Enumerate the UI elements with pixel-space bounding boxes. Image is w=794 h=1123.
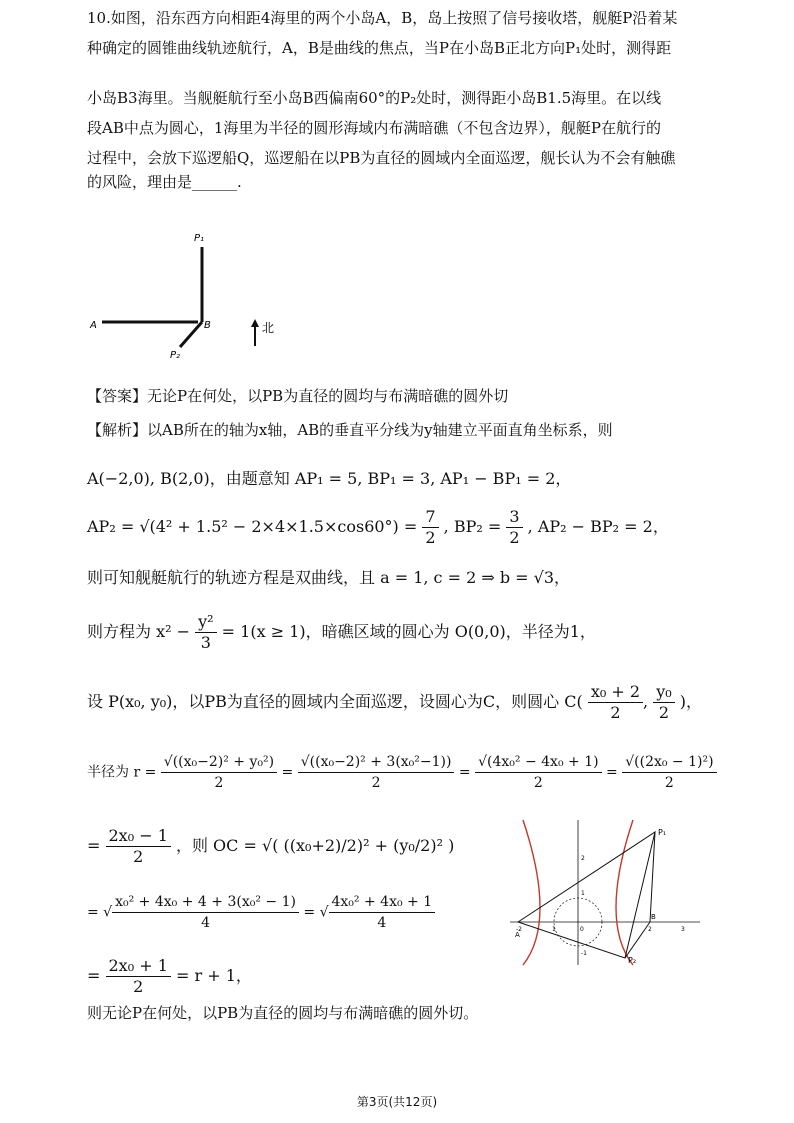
segment-b-p2 <box>625 922 650 958</box>
eq4-right: = 1(x ≥ 1)，暗礁区域的圆心为 O(0,0)，半径为1， <box>221 622 596 641</box>
eq8-frac-1: $\frac{\text{x₀² + 4x₀ + 4 + 3(x₀² − 1)}}{4}$ <box>112 892 299 933</box>
eq2-right: , AP₂ − BP₂ = 2， <box>527 517 669 536</box>
eq7-right: ，则 OC = √( ((x₀+2)/2)² + (y₀/2)² ) <box>175 836 455 855</box>
eq2-frac-2: $\frac{3}{2}$ <box>506 507 522 548</box>
equation-2 <box>87 507 669 548</box>
north-arrow-head <box>251 319 259 327</box>
fig2-label-p2: P₂ <box>628 956 637 965</box>
eq2-mid: , BP₂ = <box>443 517 502 536</box>
fig2-label-a: A <box>515 931 520 939</box>
fig2-label-b: B <box>651 913 656 921</box>
fig2-tick-x1: 1 <box>552 926 556 933</box>
eq5-left: 设 P(x₀, y₀)，以PB为直径的圆域内全面巡逻，设圆心为C，则圆心 C( <box>87 692 583 711</box>
label-p1: P₁ <box>194 233 205 244</box>
eq9-frac: $\frac{\text{2x₀ + 1}}{2}$ <box>106 956 171 997</box>
equation-9: = $\frac{\text{2x₀ + 1}}{2}$ = r + 1， <box>87 956 252 996</box>
fig2-tick-y2: 2 <box>581 855 585 862</box>
problem-line-3: 小岛B3海里。当舰艇航行至小岛B西偏南60°的P₂处时，测得距小岛B1.5海里。在以线 <box>87 89 662 107</box>
eq9-right: = r + 1， <box>175 966 252 985</box>
eq6-frac-1: $\frac{\text{√((x₀−2)² + y₀²)}}{2}$ <box>161 752 277 793</box>
problem-line-4: 段AB中点为圆心，1海里为半径的圆形海域内布满暗礁（不包含边界），舰艇P在航行的 <box>87 119 661 137</box>
fig2-tick-x3: 3 <box>681 926 685 933</box>
conclusion-line: 则无论P在何处，以PB为直径的圆均与布满暗礁的圆外切。 <box>87 1004 479 1022</box>
eq7-frac: $\frac{\text{2x₀ − 1}}{2}$ <box>106 826 171 867</box>
eq4-left: 则方程为 x² − <box>87 622 191 641</box>
eq6-frac-3: $\frac{\text{√(4x₀² − 4x₀ + 1)}}{2}$ <box>475 752 601 793</box>
segment-bp2 <box>180 322 202 347</box>
eq4-frac: $\frac{\text{y²}}{3}$ <box>195 612 216 653</box>
equation-5: 设 P(x₀, y₀)，以PB为直径的圆域内全面巡逻，设圆心为C，则圆心 C( $\frac{\text{x₀ + 2}}{2}$ , $\frac{\text{y₀}}{2}$ )， <box>87 682 703 722</box>
label-p2: P₂ <box>170 350 181 361</box>
eq2-frac-1: $\frac{7}{2}$ <box>422 507 438 548</box>
equation-3: 则可知舰艇航行的轨迹方程是双曲线，且 a = 1, c = 2 ⇒ b = √3， <box>87 568 571 587</box>
equation-4 <box>87 612 596 653</box>
figure-1-diagram <box>80 225 300 365</box>
hyperbola-right-branch <box>616 820 633 965</box>
equation-1: A(−2,0), B(2,0)，由题意知 AP₁ = 5, BP₁ = 3, AP₁ − BP₁ = 2， <box>87 469 572 488</box>
fig2-tick-xm2: -2 <box>516 926 522 933</box>
eq6-frac-2: $\frac{\text{√((x₀−2)² + 3(x₀²−1))}}{2}$ <box>298 752 455 793</box>
problem-line-6: 的风险，理由是______. <box>87 173 242 191</box>
problem-line-2: 种确定的圆锥曲线轨迹航行，A，B是曲线的焦点，当P在小岛B正北方向P₁处时，测得距 <box>87 39 672 57</box>
problem-line-1: 10.如图，沿东西方向相距4海里的两个小岛A，B，岛上按照了信号接收塔，舰艇P沿着某 <box>87 9 678 27</box>
fig2-tick-y1: 1 <box>581 890 585 897</box>
eq2-left: AP₂ = √(4² + 1.5² − 2×4×1.5×cos60°) = <box>87 517 418 536</box>
analysis-intro: 【解析】以AB所在的轴为x轴，AB的垂直平分线为y轴建立平面直角坐标系，则 <box>87 421 613 439</box>
equation-6: 半径为 r = $\frac{\text{√((x₀−2)² + y₀²)}}{2}$ = $\frac{\text{√((x₀−2)² + 3(x₀²−1))}}{2}$ = $\frac{\text{√(4x₀² − 4x₀ + 1)}}{2}$ = $\frac{\text{√((2x₀ − 1)²)}}{2}$ <box>87 752 717 793</box>
north-label: 北 <box>262 321 275 335</box>
figure-2-diagram <box>505 815 705 970</box>
fig2-tick-0: 0 <box>580 926 584 933</box>
problem-line-5: 过程中，会放下巡逻船Q，巡逻船在以PB为直径的圆域内全面巡逻，舰长认为不会有触礁 <box>87 149 676 167</box>
label-b: B <box>204 320 211 331</box>
fig2-tick-x2: 2 <box>648 926 652 933</box>
hyperbola-left-branch <box>523 820 540 965</box>
eq5-right: )， <box>679 692 703 711</box>
eq8-frac-2: $\frac{\text{4x₀² + 4x₀ + 1}}{4}$ <box>329 892 436 933</box>
page-footer: 第3页(共12页) <box>356 1095 438 1109</box>
label-a: A <box>90 320 97 331</box>
answer-line: 【答案】无论P在何处，以PB为直径的圆均与布满暗礁的圆外切 <box>87 387 509 405</box>
eq5-frac-2: $\frac{\text{y₀}}{2}$ <box>653 682 674 723</box>
eq5-frac-1: $\frac{\text{x₀ + 2}}{2}$ <box>588 682 643 723</box>
triangle-a-p1-p2 <box>518 832 655 958</box>
fig2-label-p1: P₁ <box>658 828 667 837</box>
eq6-left: 半径为 r = <box>87 764 157 781</box>
fig2-tick-ym1: -1 <box>581 950 587 957</box>
equation-7: = $\frac{\text{2x₀ − 1}}{2}$ ，则 OC = √( ((x₀+2)/2)² + (y₀/2)² ) <box>87 826 455 866</box>
segment-b-p1 <box>650 832 655 922</box>
equation-8: = √ $\frac{\text{x₀² + 4x₀ + 4 + 3(x₀² − 1)}}{4}$ = √ $\frac{\text{4x₀² + 4x₀ + 1}}{4}$ <box>87 892 435 933</box>
eq6-frac-4: $\frac{\text{√((2x₀ − 1)²)}}{2}$ <box>622 752 716 793</box>
